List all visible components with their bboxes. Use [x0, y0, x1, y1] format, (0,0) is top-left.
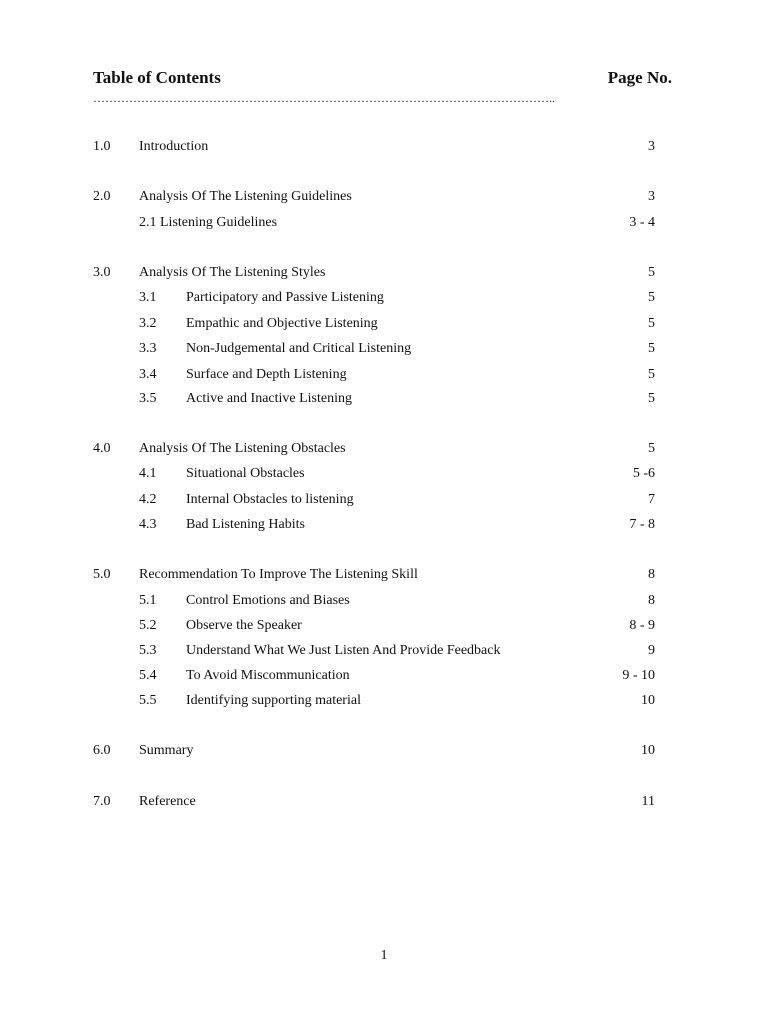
toc-entry-sub: [0, 290, 768, 308]
entry-page: 5: [648, 265, 655, 280]
entry-title: Analysis Of The Listening Styles: [139, 265, 326, 280]
entry-number: 6.0: [93, 743, 111, 758]
toc-entry-sub: [0, 693, 768, 711]
entry-page: 9 - 10: [622, 668, 655, 683]
entry-page: 10: [641, 693, 655, 708]
toc-entry-sub: [0, 668, 768, 686]
toc-entry-sub: [0, 492, 768, 510]
toc-entry-main: [0, 139, 768, 157]
entry-title: Summary: [139, 743, 194, 758]
entry-page: 5 -6: [632, 466, 655, 481]
page-number: 1: [380, 948, 388, 963]
entry-title: Reference: [139, 794, 196, 809]
toc-entry-sub: [0, 593, 768, 611]
dotted-divider: ……………………………………………………………………………………………………..: [93, 91, 555, 105]
entry-title: Situational Obstacles: [186, 466, 305, 481]
entry-number: 2.0: [93, 189, 111, 204]
toc-entry-sub: [0, 517, 768, 535]
entry-title: Participatory and Passive Listening: [186, 290, 384, 305]
entry-title: Active and Inactive Listening: [186, 391, 352, 406]
entry-number: 3.4: [139, 367, 157, 382]
entry-page: 9: [648, 643, 655, 658]
toc-entry-sub: [0, 643, 768, 661]
entry-page: 5: [648, 391, 655, 406]
entry-number: 3.3: [139, 341, 157, 356]
entry-page: 5: [648, 290, 655, 305]
toc-entry-main: [0, 265, 768, 283]
entry-page: 3 - 4: [629, 215, 655, 230]
toc-entry-main: [0, 189, 768, 207]
entry-number: 3.5: [139, 391, 157, 406]
entry-title: Empathic and Objective Listening: [186, 316, 378, 331]
entry-number: 7.0: [93, 794, 111, 809]
entry-title: To Avoid Miscommunication: [186, 668, 350, 683]
toc-entry-sub: [0, 215, 768, 233]
entry-title: Analysis Of The Listening Guidelines: [139, 189, 352, 204]
toc-entry-main: [0, 794, 768, 812]
toc-entry-sub: [0, 341, 768, 359]
entry-page: 3: [648, 189, 655, 204]
toc-title: Table of Contents: [93, 68, 221, 87]
entry-number: 4.1: [139, 466, 157, 481]
entry-title: Introduction: [139, 139, 209, 154]
entry-page: 5: [648, 316, 655, 331]
entry-number: 5.0: [93, 567, 111, 582]
entry-number: 3.1: [139, 290, 157, 305]
entry-number: 5.3: [139, 643, 157, 658]
toc-entry-sub: [0, 618, 768, 636]
page-number-column-header: Page No.: [607, 68, 672, 87]
toc-entry-sub: [0, 316, 768, 334]
entry-title: Non-Judgemental and Critical Listening: [186, 341, 412, 356]
toc-entry-main: [0, 743, 768, 761]
entry-number: 3.0: [93, 265, 111, 280]
entry-title: 2.1 Listening Guidelines: [139, 215, 278, 230]
entry-page: 3: [648, 139, 655, 154]
entry-page: 11: [641, 794, 655, 809]
toc-entry-main: [0, 441, 768, 459]
entry-number: 4.2: [139, 492, 157, 507]
entry-title: Understand What We Just Listen And Provide Feedback: [186, 643, 501, 658]
entry-number: 4.0: [93, 441, 111, 456]
entry-page: 5: [648, 341, 655, 356]
entry-title: Surface and Depth Listening: [186, 367, 347, 382]
entry-page: 8: [648, 567, 655, 582]
entry-title: Internal Obstacles to listening: [186, 492, 354, 507]
entry-page: 8 - 9: [629, 618, 655, 633]
toc-entry-sub: [0, 391, 768, 409]
entry-title: Analysis Of The Listening Obstacles: [139, 441, 346, 456]
entry-number: 5.4: [139, 668, 157, 683]
entry-title: Control Emotions and Biases: [186, 593, 350, 608]
entry-title: Recommendation To Improve The Listening Skill: [139, 567, 418, 582]
entry-number: 1.0: [93, 139, 111, 154]
entry-number: 4.3: [139, 517, 157, 532]
entry-page: 5: [648, 367, 655, 382]
toc-entry-main: [0, 567, 768, 585]
entry-title: Observe the Speaker: [186, 618, 302, 633]
entry-number: 5.1: [139, 593, 157, 608]
entry-page: 5: [648, 441, 655, 456]
entry-number: 3.2: [139, 316, 157, 331]
entry-page: 7 - 8: [629, 517, 655, 532]
entry-number: 5.5: [139, 693, 157, 708]
entry-title: Bad Listening Habits: [186, 517, 305, 532]
toc-entry-sub: [0, 367, 768, 385]
entry-page: 8: [648, 593, 655, 608]
entry-page: 7: [648, 492, 655, 507]
entry-title: Identifying supporting material: [186, 693, 361, 708]
toc-entry-sub: [0, 466, 768, 484]
entry-number: 5.2: [139, 618, 157, 633]
entry-page: 10: [641, 743, 655, 758]
